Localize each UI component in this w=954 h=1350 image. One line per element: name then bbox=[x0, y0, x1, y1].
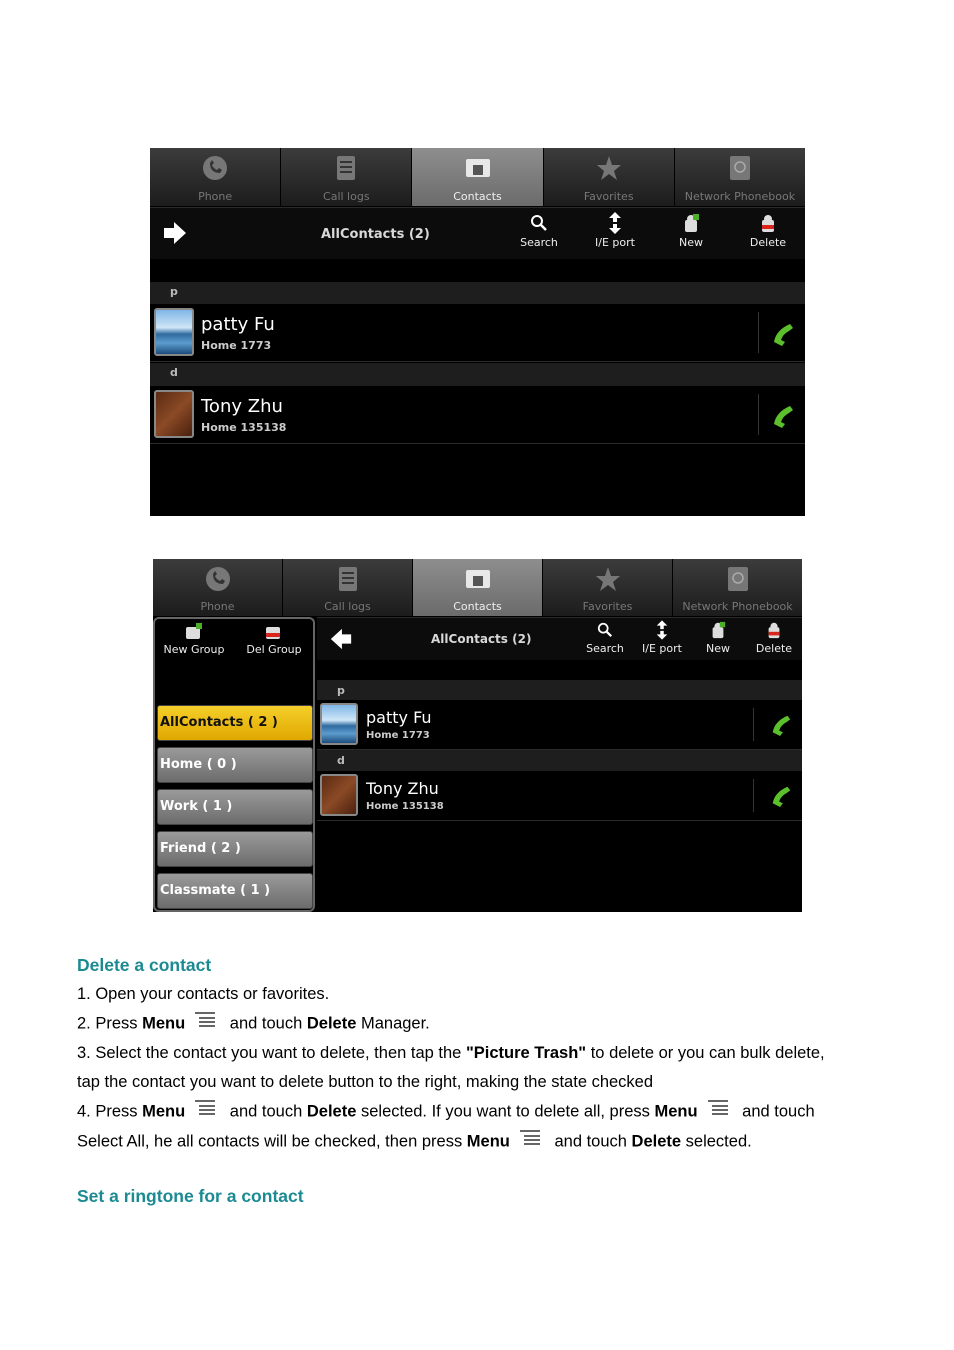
delete-label: Delete bbox=[755, 642, 793, 655]
contact-name: Tony Zhu bbox=[366, 779, 439, 798]
call-divider bbox=[753, 708, 754, 741]
tab-label: Call logs bbox=[323, 190, 370, 203]
text: 2. Press bbox=[77, 1014, 143, 1033]
step-4-line-2 bbox=[77, 1127, 887, 1157]
ie-port-label: I/E port bbox=[642, 642, 682, 655]
step-3 bbox=[77, 1039, 887, 1068]
tab-contacts[interactable] bbox=[413, 559, 543, 616]
text: 3. Select the contact you want to delete, then tap the bbox=[77, 1044, 466, 1062]
menu-icon bbox=[518, 1127, 542, 1157]
tab-phone[interactable] bbox=[150, 148, 281, 206]
menu-word: Menu bbox=[142, 1014, 186, 1033]
section-letter: p bbox=[337, 684, 345, 697]
toolbar-title: AllContacts (2) bbox=[431, 632, 532, 646]
call-logs-icon bbox=[332, 154, 360, 182]
contacts-screenshot-1 bbox=[150, 148, 805, 516]
tab-contacts[interactable] bbox=[412, 148, 543, 206]
group-friend[interactable]: Friend ( 2 ) bbox=[157, 831, 313, 867]
tab-favorites[interactable] bbox=[543, 559, 673, 616]
menu-word: Menu bbox=[654, 1102, 698, 1121]
tab-network-phonebook[interactable] bbox=[673, 559, 802, 616]
tab-network-phonebook[interactable] bbox=[675, 148, 805, 206]
tab-call-logs[interactable] bbox=[281, 148, 412, 206]
tab-label: Favorites bbox=[583, 190, 634, 203]
new-group-icon bbox=[157, 623, 231, 641]
tab-favorites[interactable] bbox=[544, 148, 675, 206]
new-group-label: New Group bbox=[163, 643, 225, 656]
text: and touch bbox=[737, 1102, 815, 1121]
toolbar-title: AllContacts (2) bbox=[321, 227, 430, 242]
menu-icon bbox=[193, 1009, 217, 1039]
call-divider bbox=[758, 312, 759, 353]
contact-photo bbox=[320, 774, 358, 816]
del-group-label: Del Group bbox=[246, 643, 302, 656]
delete-steps bbox=[77, 980, 887, 1157]
new-contact-button[interactable]: New bbox=[661, 212, 721, 249]
heading-set-ringtone: Set a ringtone for a contact bbox=[77, 1186, 304, 1206]
contacts-icon bbox=[464, 565, 492, 593]
call-icon[interactable] bbox=[770, 402, 796, 433]
contact-row[interactable] bbox=[317, 771, 802, 821]
contact-detail: Home 135138 bbox=[366, 801, 444, 812]
tab-label: Network Phonebook bbox=[684, 190, 796, 203]
group-panel bbox=[153, 617, 315, 912]
phonebook-icon bbox=[724, 565, 752, 593]
section-letter: d bbox=[337, 754, 345, 767]
text: Manager. bbox=[356, 1014, 430, 1033]
tab-phone[interactable] bbox=[153, 559, 283, 616]
contact-detail: Home 1773 bbox=[366, 730, 430, 741]
section-header-p: p bbox=[150, 282, 805, 304]
menu-icon bbox=[706, 1097, 730, 1127]
text: Select All, he all contacts will be checked, then press bbox=[77, 1132, 467, 1151]
search-icon bbox=[575, 620, 635, 640]
search-label: Search bbox=[586, 642, 624, 655]
delete-word: Delete bbox=[631, 1132, 682, 1151]
contact-row[interactable]: Tony Zhu Home 135138 bbox=[150, 386, 805, 444]
contact-photo bbox=[320, 703, 358, 745]
heading-delete-contact: Delete a contact bbox=[77, 955, 212, 975]
collapse-arrow-icon[interactable] bbox=[329, 627, 353, 656]
section-header-d bbox=[317, 750, 802, 771]
search-icon bbox=[509, 212, 569, 234]
text: and touch bbox=[549, 1132, 632, 1151]
step-3-line-2: tap the contact you want to delete button to the right, making the state checked bbox=[77, 1073, 654, 1091]
contact-name: patty Fu bbox=[366, 708, 432, 727]
menu-word: Menu bbox=[466, 1132, 510, 1151]
tab-call-logs[interactable] bbox=[283, 559, 413, 616]
contact-photo bbox=[154, 390, 194, 438]
delete-word: Delete bbox=[306, 1102, 357, 1121]
delete-contact-button[interactable]: Delete bbox=[738, 212, 798, 249]
group-classmate[interactable]: Classmate ( 1 ) bbox=[157, 873, 313, 909]
new-label: New bbox=[706, 642, 730, 655]
delete-contact-icon bbox=[738, 212, 798, 234]
call-icon[interactable] bbox=[770, 320, 796, 351]
star-icon bbox=[595, 154, 623, 182]
import-export-icon bbox=[585, 212, 645, 234]
expand-arrow-icon[interactable] bbox=[162, 220, 188, 251]
group-home[interactable]: Home ( 0 ) bbox=[157, 747, 313, 783]
step-4 bbox=[77, 1097, 887, 1127]
tab-bar bbox=[153, 559, 802, 616]
search-button[interactable] bbox=[575, 620, 635, 655]
text: selected. bbox=[681, 1132, 752, 1151]
contacts-icon bbox=[464, 154, 492, 182]
phonebook-icon bbox=[726, 154, 754, 182]
new-group-button[interactable] bbox=[157, 623, 231, 656]
new-contact-icon bbox=[688, 620, 748, 640]
call-icon[interactable] bbox=[769, 712, 793, 741]
tab-label: Contacts bbox=[453, 600, 502, 613]
step-1: 1. Open your contacts or favorites. bbox=[77, 985, 330, 1003]
contact-row[interactable] bbox=[317, 700, 802, 750]
del-group-icon bbox=[237, 623, 311, 641]
tab-label: Favorites bbox=[582, 600, 633, 613]
group-allcontacts[interactable]: AllContacts ( 2 ) bbox=[157, 705, 313, 741]
contacts-toolbar bbox=[150, 207, 805, 259]
text: to delete or you can bulk delete, bbox=[586, 1044, 825, 1062]
call-logs-icon bbox=[334, 565, 362, 593]
text: and touch bbox=[225, 1102, 307, 1121]
contacts-screenshot-2 bbox=[153, 559, 802, 912]
contact-photo bbox=[154, 308, 194, 356]
import-export-icon bbox=[632, 620, 692, 640]
contacts-toolbar bbox=[317, 617, 802, 660]
picture-trash: "Picture Trash" bbox=[465, 1044, 587, 1062]
del-group-button[interactable] bbox=[237, 623, 311, 656]
ie-port-button[interactable] bbox=[632, 620, 692, 655]
text: and touch bbox=[225, 1014, 307, 1033]
section-header-d: d bbox=[150, 363, 805, 386]
tab-label: Contacts bbox=[453, 190, 502, 203]
call-divider bbox=[758, 394, 759, 435]
tab-label: Call logs bbox=[324, 600, 371, 613]
contact-row[interactable]: patty Fu Home 1773 bbox=[150, 304, 805, 362]
text: selected. If you want to delete all, press bbox=[356, 1102, 655, 1121]
new-contact-button[interactable] bbox=[688, 620, 748, 655]
call-divider bbox=[753, 779, 754, 812]
section-header-p bbox=[317, 680, 802, 700]
phone-icon bbox=[204, 565, 232, 593]
menu-icon bbox=[193, 1097, 217, 1127]
call-icon[interactable] bbox=[769, 783, 793, 812]
menu-word: Menu bbox=[142, 1102, 186, 1121]
delete-contact-icon bbox=[744, 620, 802, 640]
new-contact-icon bbox=[661, 212, 721, 234]
star-icon bbox=[594, 565, 622, 593]
text: 4. Press bbox=[77, 1102, 143, 1121]
ie-port-button[interactable]: I/E port bbox=[585, 212, 645, 249]
delete-contact-button[interactable] bbox=[744, 620, 802, 655]
step-2 bbox=[77, 1009, 887, 1039]
tab-label: Phone bbox=[200, 600, 235, 613]
search-button[interactable]: Search bbox=[509, 212, 569, 249]
tab-bar bbox=[150, 148, 805, 206]
tab-label: Network Phonebook bbox=[682, 600, 793, 613]
phone-icon bbox=[201, 154, 229, 182]
tab-label: Phone bbox=[198, 190, 233, 203]
delete-word: Delete bbox=[306, 1014, 357, 1033]
group-work[interactable]: Work ( 1 ) bbox=[157, 789, 313, 825]
